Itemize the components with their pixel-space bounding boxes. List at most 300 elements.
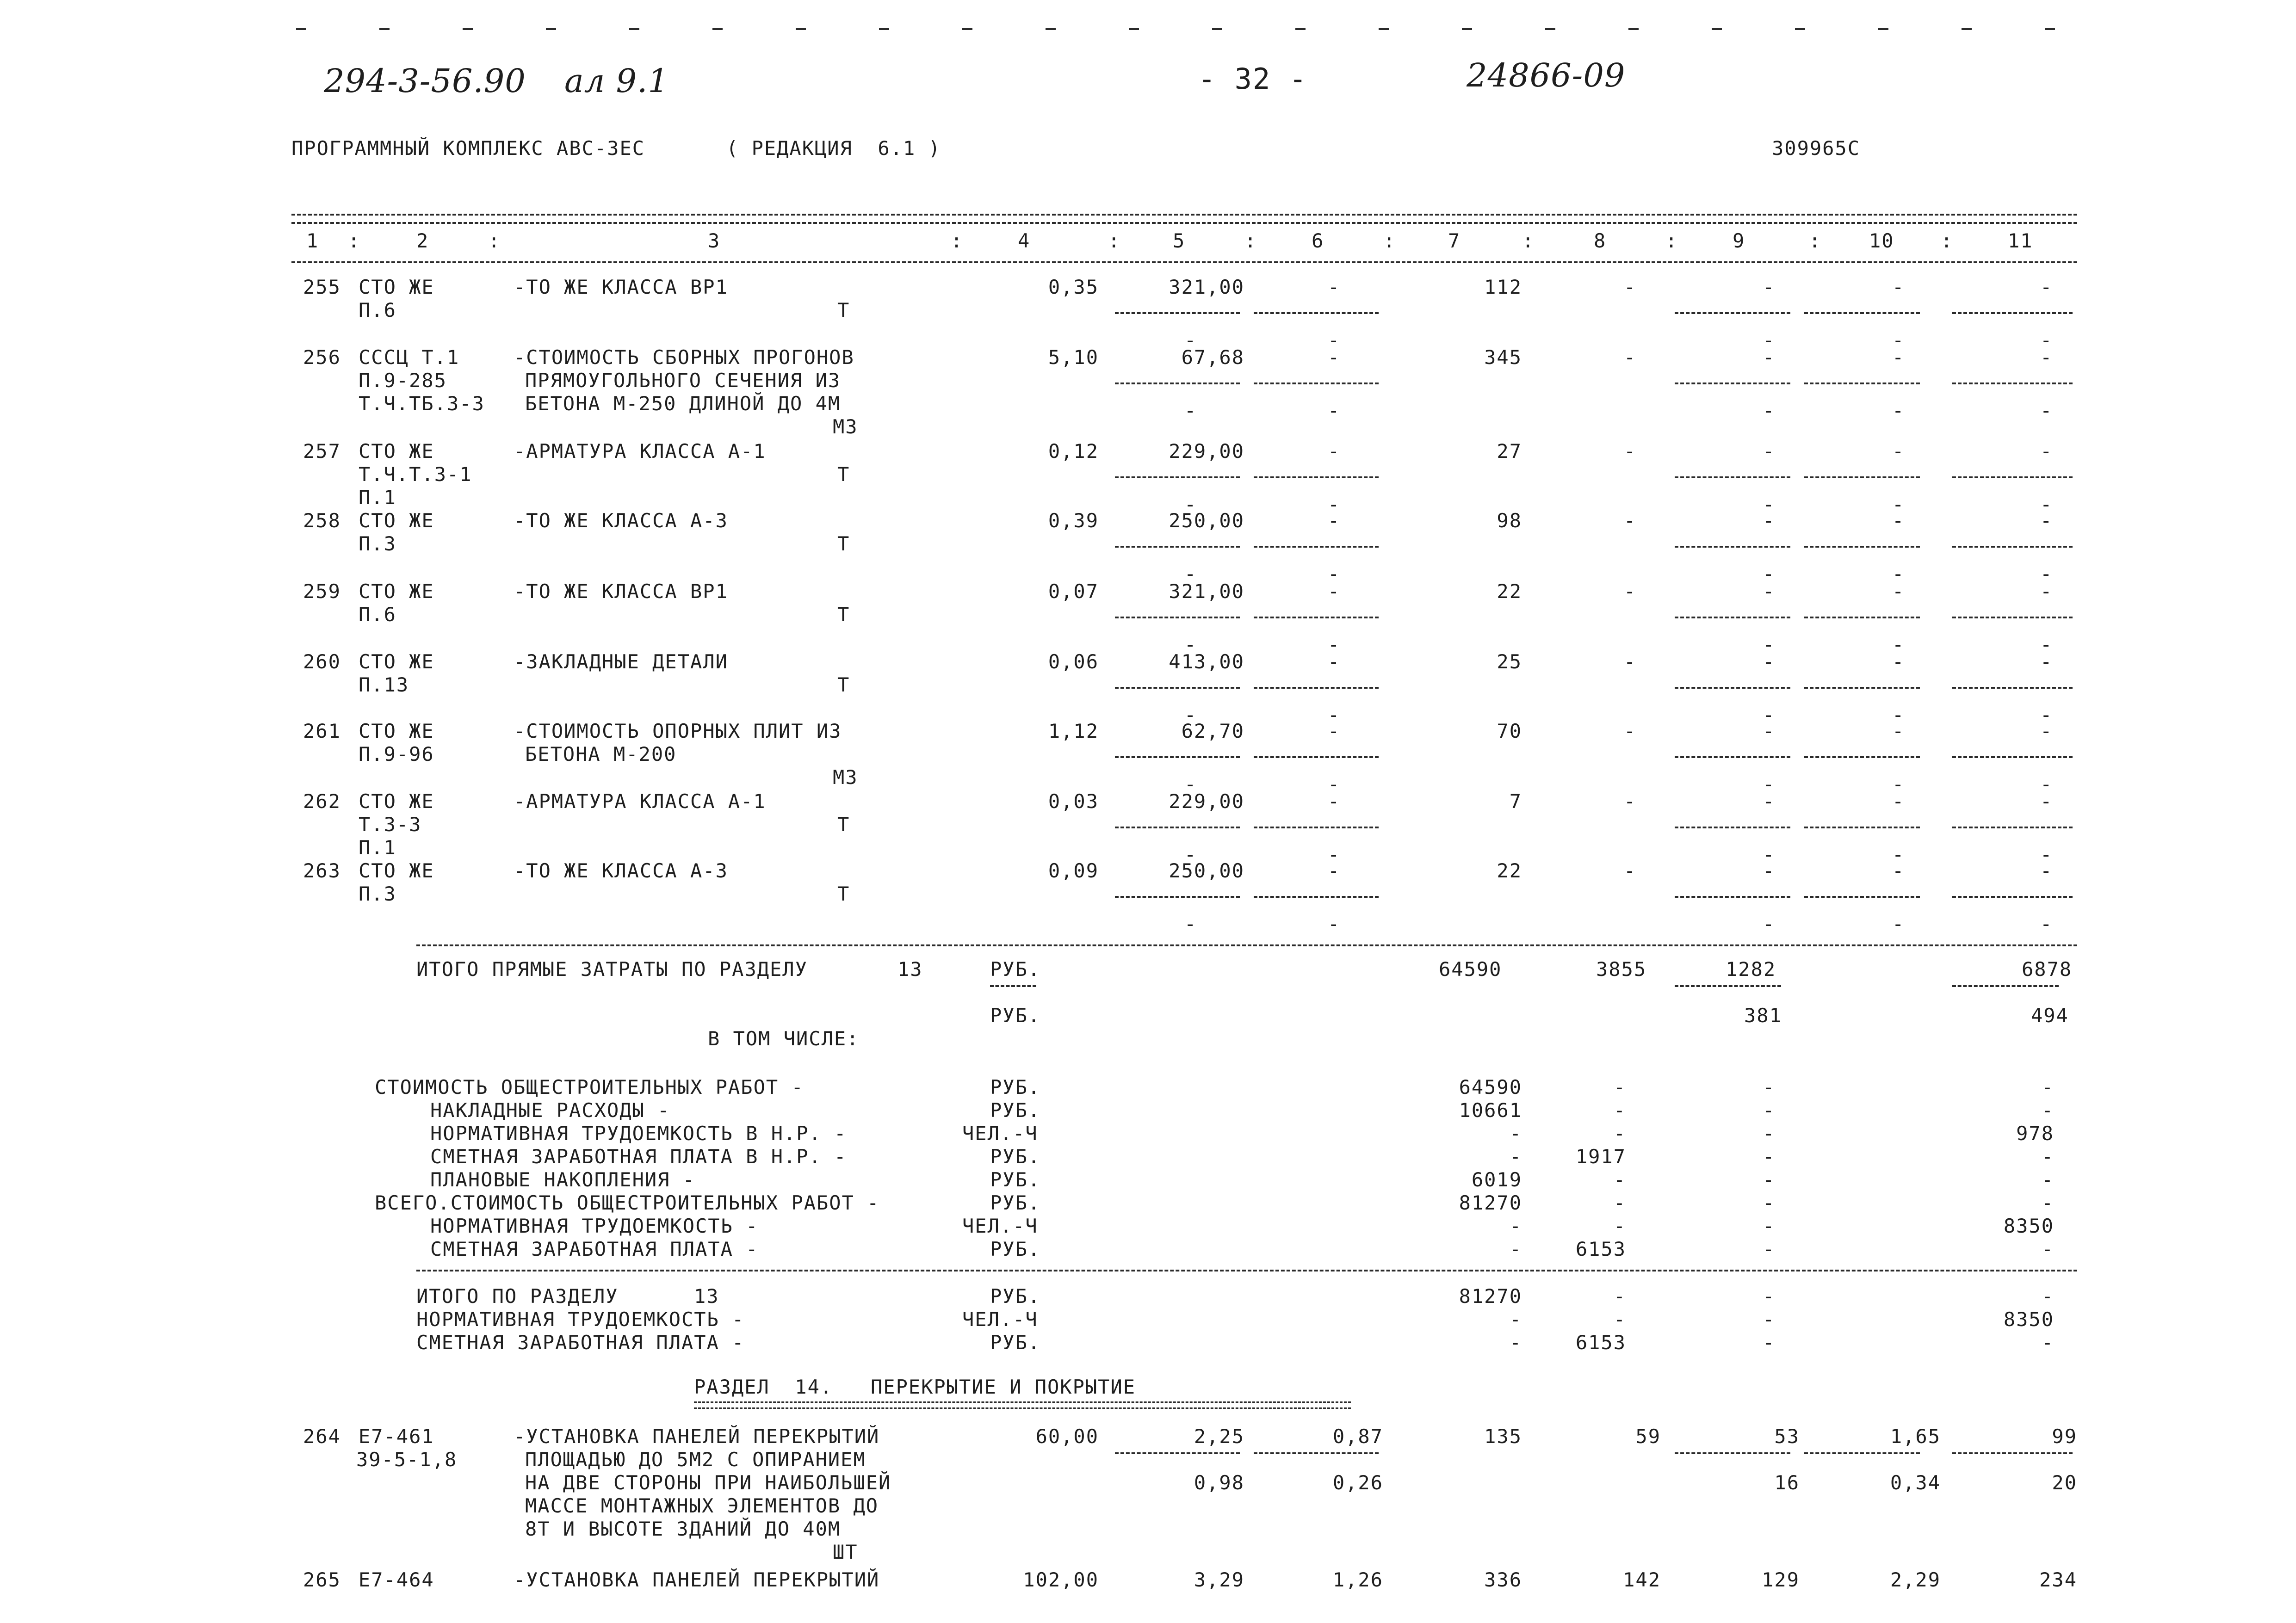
row-basis: СТО ЖЕ: [359, 580, 434, 603]
row-sub-dash: -: [1763, 329, 1776, 352]
row-col8: -: [1624, 346, 1637, 369]
row-quantity: 0,39: [1048, 509, 1099, 532]
header-rule-top: [291, 214, 2077, 216]
row-subrule: [1675, 1452, 1790, 1454]
breakdown-unit: РУБ.: [990, 1145, 1041, 1168]
breakdown-col7: 10661: [1459, 1099, 1522, 1122]
row-basis: Т.Ч.ТБ.3-3: [359, 392, 485, 415]
row-sub-dash: -: [1328, 562, 1341, 585]
row-basis: СТО ЖЕ: [359, 720, 434, 742]
row-description: 8Т И ВЫСОТЕ ЗДАНИЙ ДО 40М: [525, 1518, 841, 1540]
row-col11: -: [2040, 580, 2053, 603]
itogo-sub-rule: [1952, 985, 2059, 987]
column-header-3: 3: [708, 229, 721, 252]
row-subrule: [1115, 687, 1240, 689]
row-subrule: [1675, 687, 1790, 689]
row-total: 7: [1509, 790, 1522, 813]
row-subrule: [1952, 617, 2073, 618]
row-subrule: [1254, 827, 1379, 828]
row-col11: -: [2040, 346, 2053, 369]
row-sub-dash: -: [1892, 633, 1905, 656]
row-subrule: [1804, 546, 1920, 548]
row-subrule: [1952, 896, 2073, 898]
row-total: 98: [1497, 509, 1522, 532]
row-col8: -: [1624, 580, 1637, 603]
row-subrule: [1115, 546, 1240, 548]
row-col5-sub: 0,98: [1194, 1471, 1244, 1494]
itogo-sub-11: 494: [2031, 1004, 2069, 1027]
row-basis: П.13: [359, 673, 409, 696]
section-total-label: ИТОГО ПО РАЗДЕЛУ: [416, 1285, 619, 1308]
row-subrule: [1952, 756, 2073, 758]
row-basis: П.1: [359, 836, 396, 859]
breakdown-unit: РУБ.: [990, 1099, 1041, 1122]
row-description: -ЗАКЛАДНЫЕ ДЕТАЛИ: [514, 650, 728, 673]
row-subrule: [1254, 756, 1379, 758]
row-col10: -: [1892, 859, 1905, 882]
row-number: 261: [303, 720, 341, 742]
row-col6: -: [1328, 346, 1341, 369]
row-unit: Т: [837, 603, 850, 626]
row-basis: СТО ЖЕ: [359, 276, 434, 298]
row-col6-sub: 0,26: [1332, 1471, 1383, 1494]
row-basis: СССЦ Т.1: [359, 346, 460, 369]
row-col6: -: [1328, 790, 1341, 813]
row-col10-sub: 0,34: [1890, 1471, 1941, 1494]
row-subrule: [1254, 687, 1379, 689]
section-total-col11: -: [2041, 1331, 2054, 1354]
breakdown-col8: -: [1613, 1122, 1626, 1145]
row-subrule: [1804, 312, 1920, 314]
row-subrule: [1675, 383, 1790, 384]
breakdown-col9: -: [1763, 1215, 1776, 1237]
row-col6: -: [1328, 440, 1341, 463]
header-rule-bottom: [291, 261, 2077, 263]
handwritten-album: ал 9.1: [564, 62, 669, 100]
row-subrule: [1675, 546, 1790, 548]
row-unit: Т: [837, 673, 850, 696]
column-header-9: 9: [1733, 229, 1745, 252]
row-sub-dash: -: [1763, 704, 1776, 726]
row-col9: -: [1763, 650, 1776, 673]
breakdown-col11: 8350: [2003, 1215, 2054, 1237]
row-sub-dash: -: [1892, 704, 1905, 726]
breakdown-col8: -: [1613, 1099, 1626, 1122]
row-col11: -: [2040, 859, 2053, 882]
itogo-section-number: 13: [897, 958, 923, 981]
handwritten-document-number: 24866-09: [1467, 56, 1626, 94]
column-header-8: 8: [1594, 229, 1607, 252]
row-subrule: [1952, 1452, 2073, 1454]
row-total: 22: [1497, 859, 1522, 882]
row-quantity: 0,12: [1048, 440, 1099, 463]
breakdown-col9: -: [1763, 1122, 1776, 1145]
breakdown-label: ПЛАНОВЫЕ НАКОПЛЕНИЯ -: [430, 1168, 696, 1191]
breakdown-col11: -: [2041, 1191, 2054, 1214]
row-sub-dash: -: [1328, 633, 1341, 656]
breakdown-col9: -: [1763, 1099, 1776, 1122]
itogo-total-7: 64590: [1439, 958, 1502, 981]
column-separator: :: [1244, 229, 1257, 252]
row-basis: П.1: [359, 486, 396, 509]
row-subrule: [1804, 827, 1920, 828]
column-header-2: 2: [416, 229, 429, 252]
row-number: 260: [303, 650, 341, 673]
column-header-5: 5: [1173, 229, 1186, 252]
row-sub-dash: -: [1184, 773, 1197, 796]
row-quantity: 0,03: [1048, 790, 1099, 813]
row-sub-dash: -: [1184, 704, 1197, 726]
row-col8: -: [1624, 509, 1637, 532]
breakdown-col7: -: [1509, 1122, 1522, 1145]
breakdown-col7: -: [1509, 1238, 1522, 1260]
row-description: -СТОИМОСТЬ СБОРНЫХ ПРОГОНОВ: [514, 346, 854, 369]
row-basis: СТО ЖЕ: [359, 509, 434, 532]
in-that-label: В ТОМ ЧИСЛЕ:: [708, 1027, 860, 1050]
row-col6: -: [1328, 859, 1341, 882]
row-number: 262: [303, 790, 341, 813]
row-subrule: [1115, 756, 1240, 758]
row-col6: 0,87: [1332, 1425, 1383, 1448]
row-sub-dash: -: [1892, 329, 1905, 352]
row-col9: -: [1763, 509, 1776, 532]
program-title: ПРОГРАММНЫЙ КОМПЛЕКС АВС-3ЕС: [291, 137, 645, 160]
row-description: ПРЯМОУГОЛЬНОГО СЕЧЕНИЯ ИЗ: [525, 369, 841, 392]
row-basis: П.3: [359, 882, 396, 905]
row-col9: 129: [1762, 1568, 1800, 1591]
row-col4: 60,00: [1035, 1425, 1099, 1448]
row-col7: 135: [1484, 1425, 1522, 1448]
column-separator: :: [1108, 229, 1121, 252]
breakdown-unit: РУБ.: [990, 1238, 1041, 1260]
row-number: 265: [303, 1568, 341, 1591]
breakdown-unit: РУБ.: [990, 1191, 1041, 1214]
row-col8: -: [1624, 440, 1637, 463]
row-col9: 53: [1774, 1425, 1800, 1448]
section-14-underline: [694, 1401, 1351, 1409]
row-subrule: [1254, 383, 1379, 384]
row-description: -ТО ЖЕ КЛАССА А-3: [514, 859, 728, 882]
section-total-col9: -: [1763, 1308, 1776, 1331]
row-subrule: [1952, 827, 2073, 828]
row-col10: 1,65: [1890, 1425, 1941, 1448]
row-total: 22: [1497, 580, 1522, 603]
row-sub-dash: -: [1892, 399, 1905, 422]
section-total-col7: 81270: [1459, 1285, 1522, 1308]
row-sub-dash: -: [1763, 399, 1776, 422]
section-total-col11: -: [2041, 1285, 2054, 1308]
breakdown-col11: -: [2041, 1099, 2054, 1122]
row-sub-dash: -: [1763, 633, 1776, 656]
row-col11: 234: [2039, 1568, 2077, 1591]
breakdown-col11: -: [2041, 1145, 2054, 1168]
breakdown-col9: -: [1763, 1076, 1776, 1098]
row-description: -УСТАНОВКА ПАНЕЛЕЙ ПЕРЕКРЫТИЙ: [514, 1425, 880, 1448]
row-unit-price: 67,68: [1181, 346, 1244, 369]
row-unit: Т: [837, 532, 850, 555]
row-sub-dash: -: [1184, 843, 1197, 866]
row-sub-dash: -: [1328, 773, 1341, 796]
row-total: 112: [1484, 276, 1522, 298]
row-description: БЕТОНА М-200: [525, 743, 677, 765]
row-basis: СТО ЖЕ: [359, 859, 434, 882]
section-total-number: 13: [694, 1285, 719, 1308]
row-number: 263: [303, 859, 341, 882]
row-basis: П.3: [359, 532, 396, 555]
column-separator: :: [1809, 229, 1822, 252]
row-col10: -: [1892, 440, 1905, 463]
breakdown-col11: -: [2041, 1076, 2054, 1098]
section-total-col7: -: [1509, 1331, 1522, 1354]
row-col9-sub: 16: [1774, 1471, 1800, 1494]
row-col11: -: [2040, 509, 2053, 532]
page-number: - 32 -: [1198, 62, 1307, 96]
breakdown-unit: РУБ.: [990, 1168, 1041, 1191]
row-subrule: [1254, 546, 1379, 548]
row-col8: 142: [1623, 1568, 1661, 1591]
row-col9: -: [1763, 580, 1776, 603]
row-unit: М3: [833, 415, 858, 438]
breakdown-label: СМЕТНАЯ ЗАРАБОТНАЯ ПЛАТА -: [430, 1238, 759, 1260]
itogo-sub-9: 381: [1744, 1004, 1782, 1027]
breakdown-col8: 6153: [1575, 1238, 1626, 1260]
handwritten-project-code: 294-3-56.90: [324, 62, 526, 100]
row-col10: 2,29: [1890, 1568, 1941, 1591]
row-subrule: [1952, 312, 2073, 314]
row-number: 255: [303, 276, 341, 298]
breakdown-label: НОРМАТИВНАЯ ТРУДОЕМКОСТЬ -: [430, 1215, 759, 1237]
row-quantity: 5,10: [1048, 346, 1099, 369]
section-total-unit: РУБ.: [990, 1331, 1041, 1354]
row-col5: 2,25: [1194, 1425, 1244, 1448]
row-subrule: [1115, 896, 1240, 898]
row-subrule: [1254, 896, 1379, 898]
section-total-unit: ЧЕЛ.-Ч: [962, 1308, 1038, 1331]
row-col8: -: [1624, 720, 1637, 742]
row-col6: -: [1328, 580, 1341, 603]
row-col5: 3,29: [1194, 1568, 1244, 1591]
row-number: 264: [303, 1425, 341, 1448]
row-sub-dash: -: [1892, 773, 1905, 796]
row-sub-dash: -: [1763, 562, 1776, 585]
itogo-sub-currency: РУБ.: [990, 1004, 1041, 1027]
row-subrule: [1804, 687, 1920, 689]
section-total-col9: -: [1763, 1331, 1776, 1354]
row-sub-dash: -: [1328, 399, 1341, 422]
section-14-title: РАЗДЕЛ 14. ПЕРЕКРЫТИЕ И ПОКРЫТИЕ: [694, 1376, 1136, 1398]
row-col10: -: [1892, 720, 1905, 742]
breakdown-label: НАКЛАДНЫЕ РАСХОДЫ -: [430, 1099, 670, 1122]
row-unit: ШТ: [833, 1541, 858, 1563]
column-header-1: 1: [306, 229, 319, 252]
row-subrule: [1254, 476, 1379, 478]
row-sub-dash: -: [1763, 913, 1776, 935]
row-unit-price: 321,00: [1169, 276, 1244, 298]
row-quantity: 0,07: [1048, 580, 1099, 603]
section-total-col8: -: [1613, 1285, 1626, 1308]
section-total-col9: -: [1763, 1285, 1776, 1308]
row-sub-dash: -: [2040, 913, 2053, 935]
column-separator: :: [1383, 229, 1396, 252]
row-col6: -: [1328, 276, 1341, 298]
row-sub-dash: -: [1892, 913, 1905, 935]
row-subrule: [1675, 756, 1790, 758]
row-sub-dash: -: [1328, 913, 1341, 935]
breakdown-col7: -: [1509, 1145, 1522, 1168]
row-col9: -: [1763, 440, 1776, 463]
breakdown-col11: 978: [2016, 1122, 2054, 1145]
row-basis: Т.3-3: [359, 813, 422, 836]
row-col6: 1,26: [1332, 1568, 1383, 1591]
row-col6: -: [1328, 509, 1341, 532]
row-subrule: [1804, 1452, 1920, 1454]
row-unit-price: 250,00: [1169, 859, 1244, 882]
row-unit-price: 229,00: [1169, 790, 1244, 813]
row-subrule: [1254, 312, 1379, 314]
row-total: 345: [1484, 346, 1522, 369]
row-sub-dash: -: [1184, 493, 1197, 516]
row-unit: М3: [833, 766, 858, 789]
row-sub-dash: -: [1184, 913, 1197, 935]
row-quantity: 0,09: [1048, 859, 1099, 882]
row-sub-dash: -: [2040, 399, 2053, 422]
row-sub-dash: -: [1184, 329, 1197, 352]
row-basis: Т.Ч.Т.3-1: [359, 463, 472, 486]
row-subrule: [1254, 617, 1379, 618]
row-basis: П.6: [359, 603, 396, 626]
section-total-col7: -: [1509, 1308, 1522, 1331]
row-basis: СТО ЖЕ: [359, 790, 434, 813]
row-col9: -: [1763, 859, 1776, 882]
breakdown-label: СМЕТНАЯ ЗАРАБОТНАЯ ПЛАТА В Н.Р. -: [430, 1145, 847, 1168]
row-sub-dash: -: [1184, 562, 1197, 585]
row-sub-dash: -: [1184, 633, 1197, 656]
row-basis: 39-5-1,8: [356, 1448, 458, 1471]
row-subrule: [1675, 476, 1790, 478]
section-total-label: СМЕТНАЯ ЗАРАБОТНАЯ ПЛАТА -: [416, 1331, 745, 1354]
serial-number: 309965C: [1772, 137, 1861, 160]
section-total-col8: 6153: [1575, 1331, 1626, 1354]
row-subrule: [1952, 687, 2073, 689]
row-subrule: [1254, 1452, 1379, 1454]
row-sub-dash: -: [2040, 843, 2053, 866]
column-separator: :: [1522, 229, 1535, 252]
row-description: -АРМАТУРА КЛАССА А-1: [514, 440, 766, 463]
breakdown-col8: 1917: [1575, 1145, 1626, 1168]
row-description: БЕТОНА М-250 ДЛИНОЙ ДО 4М: [525, 392, 841, 415]
row-subrule: [1115, 1452, 1240, 1454]
breakdown-col9: -: [1763, 1168, 1776, 1191]
itogo-label: ИТОГО ПРЯМЫЕ ЗАТРАТЫ ПО РАЗДЕЛУ: [416, 958, 808, 981]
breakdown-col8: -: [1613, 1168, 1626, 1191]
row-col8: -: [1624, 276, 1637, 298]
column-header-7: 7: [1448, 229, 1461, 252]
row-unit: Т: [837, 463, 850, 486]
row-col10: -: [1892, 276, 1905, 298]
row-number: 256: [303, 346, 341, 369]
row-description: НА ДВЕ СТОРОНЫ ПРИ НАИБОЛЬШЕЙ: [525, 1471, 891, 1494]
section-total-unit: РУБ.: [990, 1285, 1041, 1308]
column-separator: :: [951, 229, 964, 252]
column-header-6: 6: [1312, 229, 1324, 252]
row-description: -ТО ЖЕ КЛАССА ВР1: [514, 580, 728, 603]
row-subrule: [1115, 827, 1240, 828]
row-description: -УСТАНОВКА ПАНЕЛЕЙ ПЕРЕКРЫТИЙ: [514, 1568, 880, 1591]
row-subrule: [1952, 383, 2073, 384]
row-col11: -: [2040, 720, 2053, 742]
row-col10: -: [1892, 790, 1905, 813]
row-sub-dash: -: [2040, 704, 2053, 726]
breakdown-unit: ЧЕЛ.-Ч: [962, 1215, 1038, 1237]
row-unit-price: 413,00: [1169, 650, 1244, 673]
breakdown-col7: 81270: [1459, 1191, 1522, 1214]
column-separator: :: [488, 229, 501, 252]
row-subrule: [1675, 827, 1790, 828]
row-col10: -: [1892, 509, 1905, 532]
row-subrule: [1115, 383, 1240, 384]
breakdown-col7: 64590: [1459, 1076, 1522, 1098]
breakdown-unit: РУБ.: [990, 1076, 1041, 1098]
row-sub-dash: -: [2040, 773, 2053, 796]
breakdown-col8: -: [1613, 1215, 1626, 1237]
itogo-sub-rule: [1675, 985, 1781, 987]
row-quantity: 1,12: [1048, 720, 1099, 742]
totals-rule: [416, 944, 2077, 946]
row-col10: -: [1892, 580, 1905, 603]
row-col9: -: [1763, 720, 1776, 742]
row-sub-dash: -: [1892, 493, 1905, 516]
breakdown-col8: -: [1613, 1191, 1626, 1214]
row-col6: -: [1328, 650, 1341, 673]
row-number: 259: [303, 580, 341, 603]
column-separator: :: [1665, 229, 1678, 252]
itogo-total-11: 6878: [2022, 958, 2073, 981]
row-sub-dash: -: [1763, 843, 1776, 866]
breakdown-col9: -: [1763, 1238, 1776, 1260]
row-col9: -: [1763, 346, 1776, 369]
row-sub-dash: -: [2040, 329, 2053, 352]
row-description: -ТО ЖЕ КЛАССА А-3: [514, 509, 728, 532]
column-separator: :: [348, 229, 361, 252]
row-col11-sub: 20: [2052, 1471, 2077, 1494]
row-quantity: 0,06: [1048, 650, 1099, 673]
row-description: ПЛОЩАДЬЮ ДО 5М2 С ОПИРАНИЕМ: [525, 1448, 866, 1471]
breakdown-col7: 6019: [1471, 1168, 1522, 1191]
row-total: 70: [1497, 720, 1522, 742]
row-sub-dash: -: [2040, 493, 2053, 516]
row-col8: -: [1624, 790, 1637, 813]
column-header-11: 11: [2008, 229, 2033, 252]
breakdown-col9: -: [1763, 1191, 1776, 1214]
row-total: 27: [1497, 440, 1522, 463]
breakdown-label: СТОИМОСТЬ ОБЩЕСТРОИТЕЛЬНЫХ РАБОТ -: [375, 1076, 804, 1098]
row-col6: -: [1328, 720, 1341, 742]
row-col7: 336: [1484, 1568, 1522, 1591]
row-basis: Е7-464: [359, 1568, 434, 1591]
row-col10: -: [1892, 650, 1905, 673]
row-subrule: [1952, 476, 2073, 478]
row-sub-dash: -: [1892, 843, 1905, 866]
header-rule-top-2: [291, 222, 2077, 224]
breakdown-label: НОРМАТИВНАЯ ТРУДОЕМКОСТЬ В Н.Р. -: [430, 1122, 847, 1145]
row-unit: Т: [837, 813, 850, 836]
row-description: -ТО ЖЕ КЛАССА ВР1: [514, 276, 728, 298]
breakdown-col11: -: [2041, 1168, 2054, 1191]
column-separator: :: [1941, 229, 1954, 252]
row-subrule: [1804, 617, 1920, 618]
row-number: 257: [303, 440, 341, 463]
row-col10: -: [1892, 346, 1905, 369]
